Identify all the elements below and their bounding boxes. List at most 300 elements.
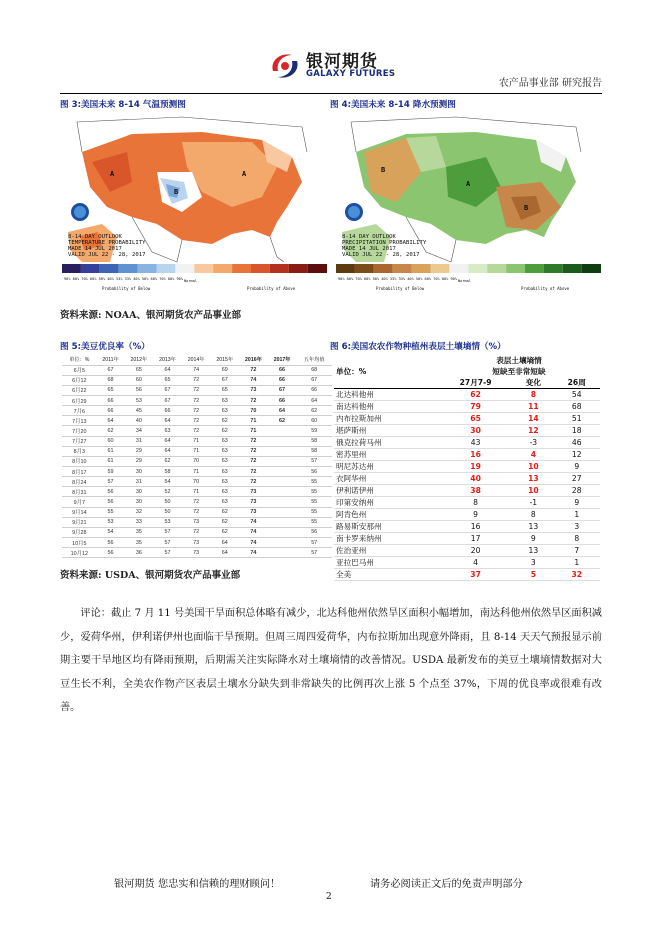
table-cell: 66	[296, 385, 332, 395]
table-cell: 72	[239, 467, 268, 477]
table-cell: 64	[153, 365, 182, 375]
table-cell: 61	[97, 446, 125, 456]
table-row	[62, 548, 332, 558]
temperature-outlook-map	[62, 112, 327, 298]
table-cell: 34	[125, 426, 154, 436]
table-row	[334, 437, 600, 449]
table-cell: 72	[239, 396, 268, 406]
table-cell: 16	[438, 449, 513, 461]
state-name: 南卡罗来纳州	[334, 533, 438, 545]
scale-labels: 90% 80% 70% 60% 50% 40% 33% 33% 40% 50% 60% 70% 80% 90%	[64, 277, 183, 281]
table-cell: 11	[513, 401, 553, 413]
row-date: 8月10	[62, 456, 97, 466]
table-cell: 55	[97, 507, 125, 517]
table-cell: 58	[296, 436, 332, 446]
table-cell: 10	[513, 485, 553, 497]
table-cell: 58	[153, 467, 182, 477]
table-cell: 65	[210, 385, 239, 395]
table-cell: 45	[125, 406, 154, 416]
table-cell: 71	[182, 487, 211, 497]
table-cell: 12	[513, 425, 553, 437]
table-cell: 62	[210, 517, 239, 527]
table-row	[334, 401, 600, 413]
svg-text:B: B	[381, 166, 386, 174]
table-row	[334, 389, 600, 401]
table-row	[334, 449, 600, 461]
row-date: 6月5	[62, 365, 97, 375]
state-name: 佐治亚州	[334, 545, 438, 557]
page-number: 2	[326, 892, 332, 902]
table-cell: 72	[182, 527, 211, 537]
table-cell: 8	[438, 497, 513, 509]
col-header: 27月7-9	[438, 377, 513, 389]
table-cell: 63	[210, 467, 239, 477]
row-date: 9月14	[62, 507, 97, 517]
table-cell: 1	[553, 509, 600, 521]
table-cell: 57	[296, 538, 332, 548]
row-date: 8月17	[62, 467, 97, 477]
table-cell: 60	[97, 436, 125, 446]
map-line-2: TEMPERATURE PROBABILITY	[68, 240, 146, 246]
table-cell: 66	[97, 406, 125, 416]
table-cell: 33	[125, 517, 154, 527]
table-cell: 65	[125, 365, 154, 375]
table-cell: 4	[438, 557, 513, 569]
table-row	[334, 521, 600, 533]
table-row	[62, 375, 332, 385]
table-cell: 56	[125, 385, 154, 395]
table-cell: 72	[182, 416, 211, 426]
soybean-condition-table	[62, 355, 332, 558]
table-cell: 63	[210, 477, 239, 487]
table-cell: 17	[438, 533, 513, 545]
col-header: 变化	[513, 377, 553, 389]
svg-text:B: B	[524, 204, 529, 212]
legend-normal: Normal	[458, 279, 471, 283]
table-cell: 62	[210, 416, 239, 426]
table-cell: 9	[438, 509, 513, 521]
table-cell	[268, 507, 297, 517]
state-name: 印第安纳州	[334, 497, 438, 509]
table-cell: 73	[182, 517, 211, 527]
state-name: 俄克拉荷马州	[334, 437, 438, 449]
table-cell: 72	[182, 375, 211, 385]
table-cell: 59	[296, 426, 332, 436]
state-name: 阿肯色州	[334, 509, 438, 521]
table-cell: 72	[239, 446, 268, 456]
svg-text:A: A	[110, 170, 115, 178]
legend-normal: Normal	[184, 279, 197, 283]
table-cell: 74	[182, 365, 211, 375]
table-cell: 50	[153, 497, 182, 507]
table-cell: 40	[125, 416, 154, 426]
table-cell: 1	[553, 557, 600, 569]
table-cell: 72	[239, 477, 268, 487]
table-cell	[268, 467, 297, 477]
table-cell: 62	[210, 507, 239, 517]
table-cell	[268, 477, 297, 487]
table-cell: 62	[210, 426, 239, 436]
commentary-block	[60, 602, 602, 720]
table-cell: 54	[553, 389, 600, 401]
table-cell: 56	[296, 467, 332, 477]
table-cell: 73	[239, 487, 268, 497]
row-date: 9月7	[62, 497, 97, 507]
table-cell: 30	[125, 487, 154, 497]
table-cell: 50	[153, 507, 182, 517]
table-cell: 69	[210, 365, 239, 375]
table-cell: 31	[125, 436, 154, 446]
figure-3-caption: 图 3:美国未来 8-14 气温预测图	[60, 100, 186, 110]
table-cell: 60	[296, 416, 332, 426]
table-row	[334, 497, 600, 509]
table-cell: 74	[239, 517, 268, 527]
table-cell: 64	[153, 416, 182, 426]
table-row	[334, 569, 600, 581]
table-cell: 54	[97, 527, 125, 537]
table-cell: 29	[125, 456, 154, 466]
table-cell: 55	[296, 497, 332, 507]
table-cell: 43	[438, 437, 513, 449]
table-cell: 63	[210, 497, 239, 507]
table-row	[334, 413, 600, 425]
table-cell: 56	[296, 527, 332, 537]
svg-text:A: A	[466, 180, 471, 188]
state-name: 密苏里州	[334, 449, 438, 461]
table-cell: 9	[513, 533, 553, 545]
table-cell: 74	[239, 375, 268, 385]
precipitation-outlook-map	[336, 112, 601, 298]
table-cell: 71	[182, 436, 211, 446]
table-row	[334, 461, 600, 473]
map-line-1: 8-14 DAY OUTLOOK	[68, 234, 122, 240]
col-header: 2016年	[239, 355, 268, 365]
temperature-color-scale	[62, 264, 327, 273]
map-line-4: VALID JUL 22 - 28, 2017	[68, 252, 146, 258]
table-row	[62, 507, 332, 517]
table-cell: 8	[513, 509, 553, 521]
table-row	[62, 456, 332, 466]
logo-text-en: GALAXY FUTURES	[306, 69, 396, 79]
table-row	[334, 473, 600, 485]
table-cell: 74	[239, 548, 268, 558]
table-cell: 68	[97, 375, 125, 385]
row-date: 7月13	[62, 416, 97, 426]
table-cell: 71	[182, 467, 211, 477]
table-cell: 57	[97, 477, 125, 487]
table-cell: 8	[513, 389, 553, 401]
table-row	[62, 487, 332, 497]
table-cell: 62	[296, 406, 332, 416]
table-row	[62, 426, 332, 436]
row-date: 6月12	[62, 375, 97, 385]
table-cell	[268, 436, 297, 446]
row-date: 7月20	[62, 426, 97, 436]
table-row	[62, 406, 332, 416]
table-cell: 73	[239, 507, 268, 517]
logo-text-cn: 银河期货	[306, 52, 378, 72]
table-cell: 65	[153, 375, 182, 385]
table-cell: 56	[97, 487, 125, 497]
table-cell: 73	[239, 497, 268, 507]
table-cell: 62	[268, 416, 297, 426]
table-row	[334, 485, 600, 497]
table-cell: 35	[125, 527, 154, 537]
state-name: 内布拉斯加州	[334, 413, 438, 425]
table-cell: 32	[125, 507, 154, 517]
source-note-usda: 资料来源: USDA、银河期货农产品事业部	[60, 570, 241, 581]
table-cell	[268, 497, 297, 507]
table-row	[62, 436, 332, 446]
table-cell: 67	[153, 396, 182, 406]
row-date: 10月12	[62, 548, 97, 558]
precipitation-color-scale	[336, 264, 601, 273]
table-row	[62, 385, 332, 395]
table-cell	[268, 538, 297, 548]
table-row	[62, 517, 332, 527]
table-cell: 56	[97, 548, 125, 558]
col-header: 2015年	[210, 355, 239, 365]
table-cell: 63	[210, 396, 239, 406]
table-cell: 63	[153, 426, 182, 436]
col-header: 2017年	[268, 355, 297, 365]
table-cell: 61	[97, 456, 125, 466]
header-rule	[60, 93, 602, 94]
table-cell: 32	[553, 569, 600, 581]
col-header: 26周	[553, 377, 600, 389]
table-cell: 70	[182, 477, 211, 487]
table-cell: 73	[182, 548, 211, 558]
table-cell: 67	[210, 375, 239, 385]
table-cell: 46	[553, 437, 600, 449]
table-cell: 7	[553, 545, 600, 557]
table-cell: 65	[438, 413, 513, 425]
table-subtitle: 短缺至非常短缺	[492, 367, 546, 376]
row-date: 6月22	[62, 385, 97, 395]
state-name: 伊利诺伊州	[334, 485, 438, 497]
table-cell: 38	[438, 485, 513, 497]
table-cell: 79	[438, 401, 513, 413]
table-cell: 62	[153, 456, 182, 466]
table-cell: 9	[553, 461, 600, 473]
table-cell: 63	[210, 436, 239, 446]
table-cell: 62	[97, 426, 125, 436]
table-cell: 60	[125, 375, 154, 385]
table-cell: 67	[296, 375, 332, 385]
state-name: 亚拉巴马州	[334, 557, 438, 569]
col-header: 2013年	[153, 355, 182, 365]
svg-text:A: A	[242, 170, 247, 178]
row-date: 8月24	[62, 477, 97, 487]
row-date: 8月3	[62, 446, 97, 456]
table-cell: 14	[513, 413, 553, 425]
row-date: 6月29	[62, 396, 97, 406]
table-cell: 63	[210, 446, 239, 456]
table-cell: 72	[182, 497, 211, 507]
figure-4-caption: 图 4:美国未来 8-14 降水预测图	[330, 100, 456, 110]
table-cell: 36	[125, 548, 154, 558]
table-cell: 13	[513, 521, 553, 533]
table-cell: 66	[268, 396, 297, 406]
table-cell: 72	[182, 406, 211, 416]
table-cell: 19	[438, 461, 513, 473]
table-title: 表层土壤墒情	[496, 356, 542, 365]
table-cell: 70	[239, 406, 268, 416]
table-cell: 10	[513, 461, 553, 473]
table-row	[62, 538, 332, 548]
table-cell: 4	[513, 449, 553, 461]
state-name: 南达科他州	[334, 401, 438, 413]
table-row	[62, 446, 332, 456]
table-cell: 3	[513, 557, 553, 569]
figure-5-caption: 图 5:美豆优良率（%）	[60, 342, 150, 352]
commentary-paragraph: 评论：截止 7 月 11 号美国干旱面积总体略有减少，北达科他州依然旱区面积小幅增加，南达科他州依然旱区面积减少，爱荷华州，伊利诺伊州也面临干旱预期。但周三周四爱荷华，内布拉斯加出现意外降雨，且 8-14 天天气预报显示前期主要干旱地区均有降雨预期，后期需关注实际降水对土壤墒情的改善情况。USDA 最新发布的美豆土壤墒情数据对大豆生长不利，全美农作物产区表层土壤水分缺失到非常缺失的比例再次上涨 5 个点至 37%，下周的优良率或很难有改善。	[60, 608, 602, 714]
table-cell: 67	[97, 365, 125, 375]
row-date: 7月6	[62, 406, 97, 416]
col-header: 2012年	[125, 355, 154, 365]
table-cell	[268, 487, 297, 497]
table-cell: 57	[296, 548, 332, 558]
soil-moisture-table	[334, 355, 600, 581]
table-cell: 53	[153, 517, 182, 527]
table-cell: 30	[125, 467, 154, 477]
table-cell: 27	[553, 473, 600, 485]
table-cell: 3	[553, 521, 600, 533]
table-cell: 64	[268, 406, 297, 416]
row-date: 10月5	[62, 538, 97, 548]
table-cell: 55	[296, 477, 332, 487]
table-cell: 66	[268, 375, 297, 385]
table-cell: 51	[553, 413, 600, 425]
state-name: 路易斯安那州	[334, 521, 438, 533]
map-line-4: VALID JUL 22 - 28, 2017	[342, 252, 420, 258]
table-cell: 63	[210, 487, 239, 497]
table-cell: 72	[239, 365, 268, 375]
table-cell: 64	[97, 416, 125, 426]
table-cell: 66	[153, 406, 182, 416]
table-cell: 71	[239, 416, 268, 426]
figure-6-caption: 图 6:美国农农作物种植州表层土壤墒情（%）	[330, 342, 506, 352]
scale-labels: 90% 80% 70% 60% 50% 40% 33% 33% 40% 50% 60% 70% 80% 90%	[338, 277, 457, 281]
table-cell: 72	[182, 396, 211, 406]
table-cell: 72	[239, 456, 268, 466]
table-cell: 74	[239, 527, 268, 537]
table-cell: 57	[153, 548, 182, 558]
table-cell: 55	[296, 507, 332, 517]
table-cell: 30	[438, 425, 513, 437]
table-row	[62, 467, 332, 477]
row-date: 8月31	[62, 487, 97, 497]
table-cell: 72	[182, 507, 211, 517]
table-cell: 64	[153, 446, 182, 456]
col-header: 五年均值	[296, 355, 332, 365]
table-cell: 56	[97, 497, 125, 507]
galaxy-futures-logo	[268, 49, 302, 83]
row-date: 9月21	[62, 517, 97, 527]
legend-below: Probability of Below	[376, 286, 425, 291]
table-cell: 74	[239, 538, 268, 548]
table-row	[62, 477, 332, 487]
table-cell: 54	[153, 477, 182, 487]
table-cell: 37	[438, 569, 513, 581]
table-cell	[268, 426, 297, 436]
table-row	[334, 557, 600, 569]
table-cell: 57	[153, 527, 182, 537]
table-cell: 72	[182, 385, 211, 395]
table-cell: 62	[438, 389, 513, 401]
table-cell: 62	[210, 527, 239, 537]
footer-slogan: 银河期货 您忠实和信赖的理财顾问！	[114, 879, 281, 890]
table-cell: 18	[553, 425, 600, 437]
table-cell: 13	[513, 545, 553, 557]
table-cell: 64	[210, 538, 239, 548]
table-cell: 68	[296, 365, 332, 375]
table-cell: 66	[268, 365, 297, 375]
source-note-noaa: 资料来源: NOAA、银河期货农产品事业部	[60, 310, 242, 321]
table-cell: 67	[153, 385, 182, 395]
table-cell: 73	[182, 538, 211, 548]
table-cell: 57	[296, 456, 332, 466]
legend-above: Probability of Above	[247, 286, 296, 291]
table-cell: 59	[97, 467, 125, 477]
table-cell: 53	[125, 396, 154, 406]
table-cell: 9	[553, 497, 600, 509]
table-row	[62, 416, 332, 426]
table-row	[334, 509, 600, 521]
footer-disclaimer: 请务必阅读正文后的免责声明部分	[370, 879, 523, 890]
map-line-2: PRECIPITATION PROBABILITY	[342, 240, 427, 246]
row-date: 9月28	[62, 527, 97, 537]
table-cell: 57	[153, 538, 182, 548]
table-cell: 70	[182, 456, 211, 466]
table-cell	[268, 456, 297, 466]
table-cell: 31	[125, 477, 154, 487]
table-cell: 40	[438, 473, 513, 485]
table-cell: 63	[210, 456, 239, 466]
department-label: 农产品事业部 研究报告	[498, 78, 602, 89]
table-cell: 20	[438, 545, 513, 557]
table-cell: 29	[125, 446, 154, 456]
table-cell: -1	[513, 497, 553, 509]
legend-above: Probability of Above	[521, 286, 570, 291]
table-row	[334, 425, 600, 437]
table-header-row	[62, 355, 332, 365]
col-header: 单位：%	[62, 355, 97, 365]
table-cell: 64	[153, 436, 182, 446]
table-cell: -3	[513, 437, 553, 449]
table-cell: 56	[97, 538, 125, 548]
table-cell: 30	[125, 497, 154, 507]
table-cell: 71	[182, 446, 211, 456]
legend-below: Probability of Below	[102, 286, 151, 291]
table-cell: 63	[210, 406, 239, 416]
table-cell: 5	[513, 569, 553, 581]
table-cell: 55	[296, 517, 332, 527]
svg-text:B: B	[174, 188, 179, 196]
table-row	[334, 545, 600, 557]
table-cell: 73	[239, 385, 268, 395]
table-cell: 13	[513, 473, 553, 485]
table-cell: 53	[97, 517, 125, 527]
table-cell: 68	[553, 401, 600, 413]
table-cell: 65	[97, 385, 125, 395]
table-cell: 64	[296, 396, 332, 406]
table-cell: 66	[97, 396, 125, 406]
row-date: 7月27	[62, 436, 97, 446]
table-cell: 72	[182, 426, 211, 436]
map-line-3: MADE 14 JUL 2017	[342, 246, 396, 252]
state-name: 全美	[334, 569, 438, 581]
